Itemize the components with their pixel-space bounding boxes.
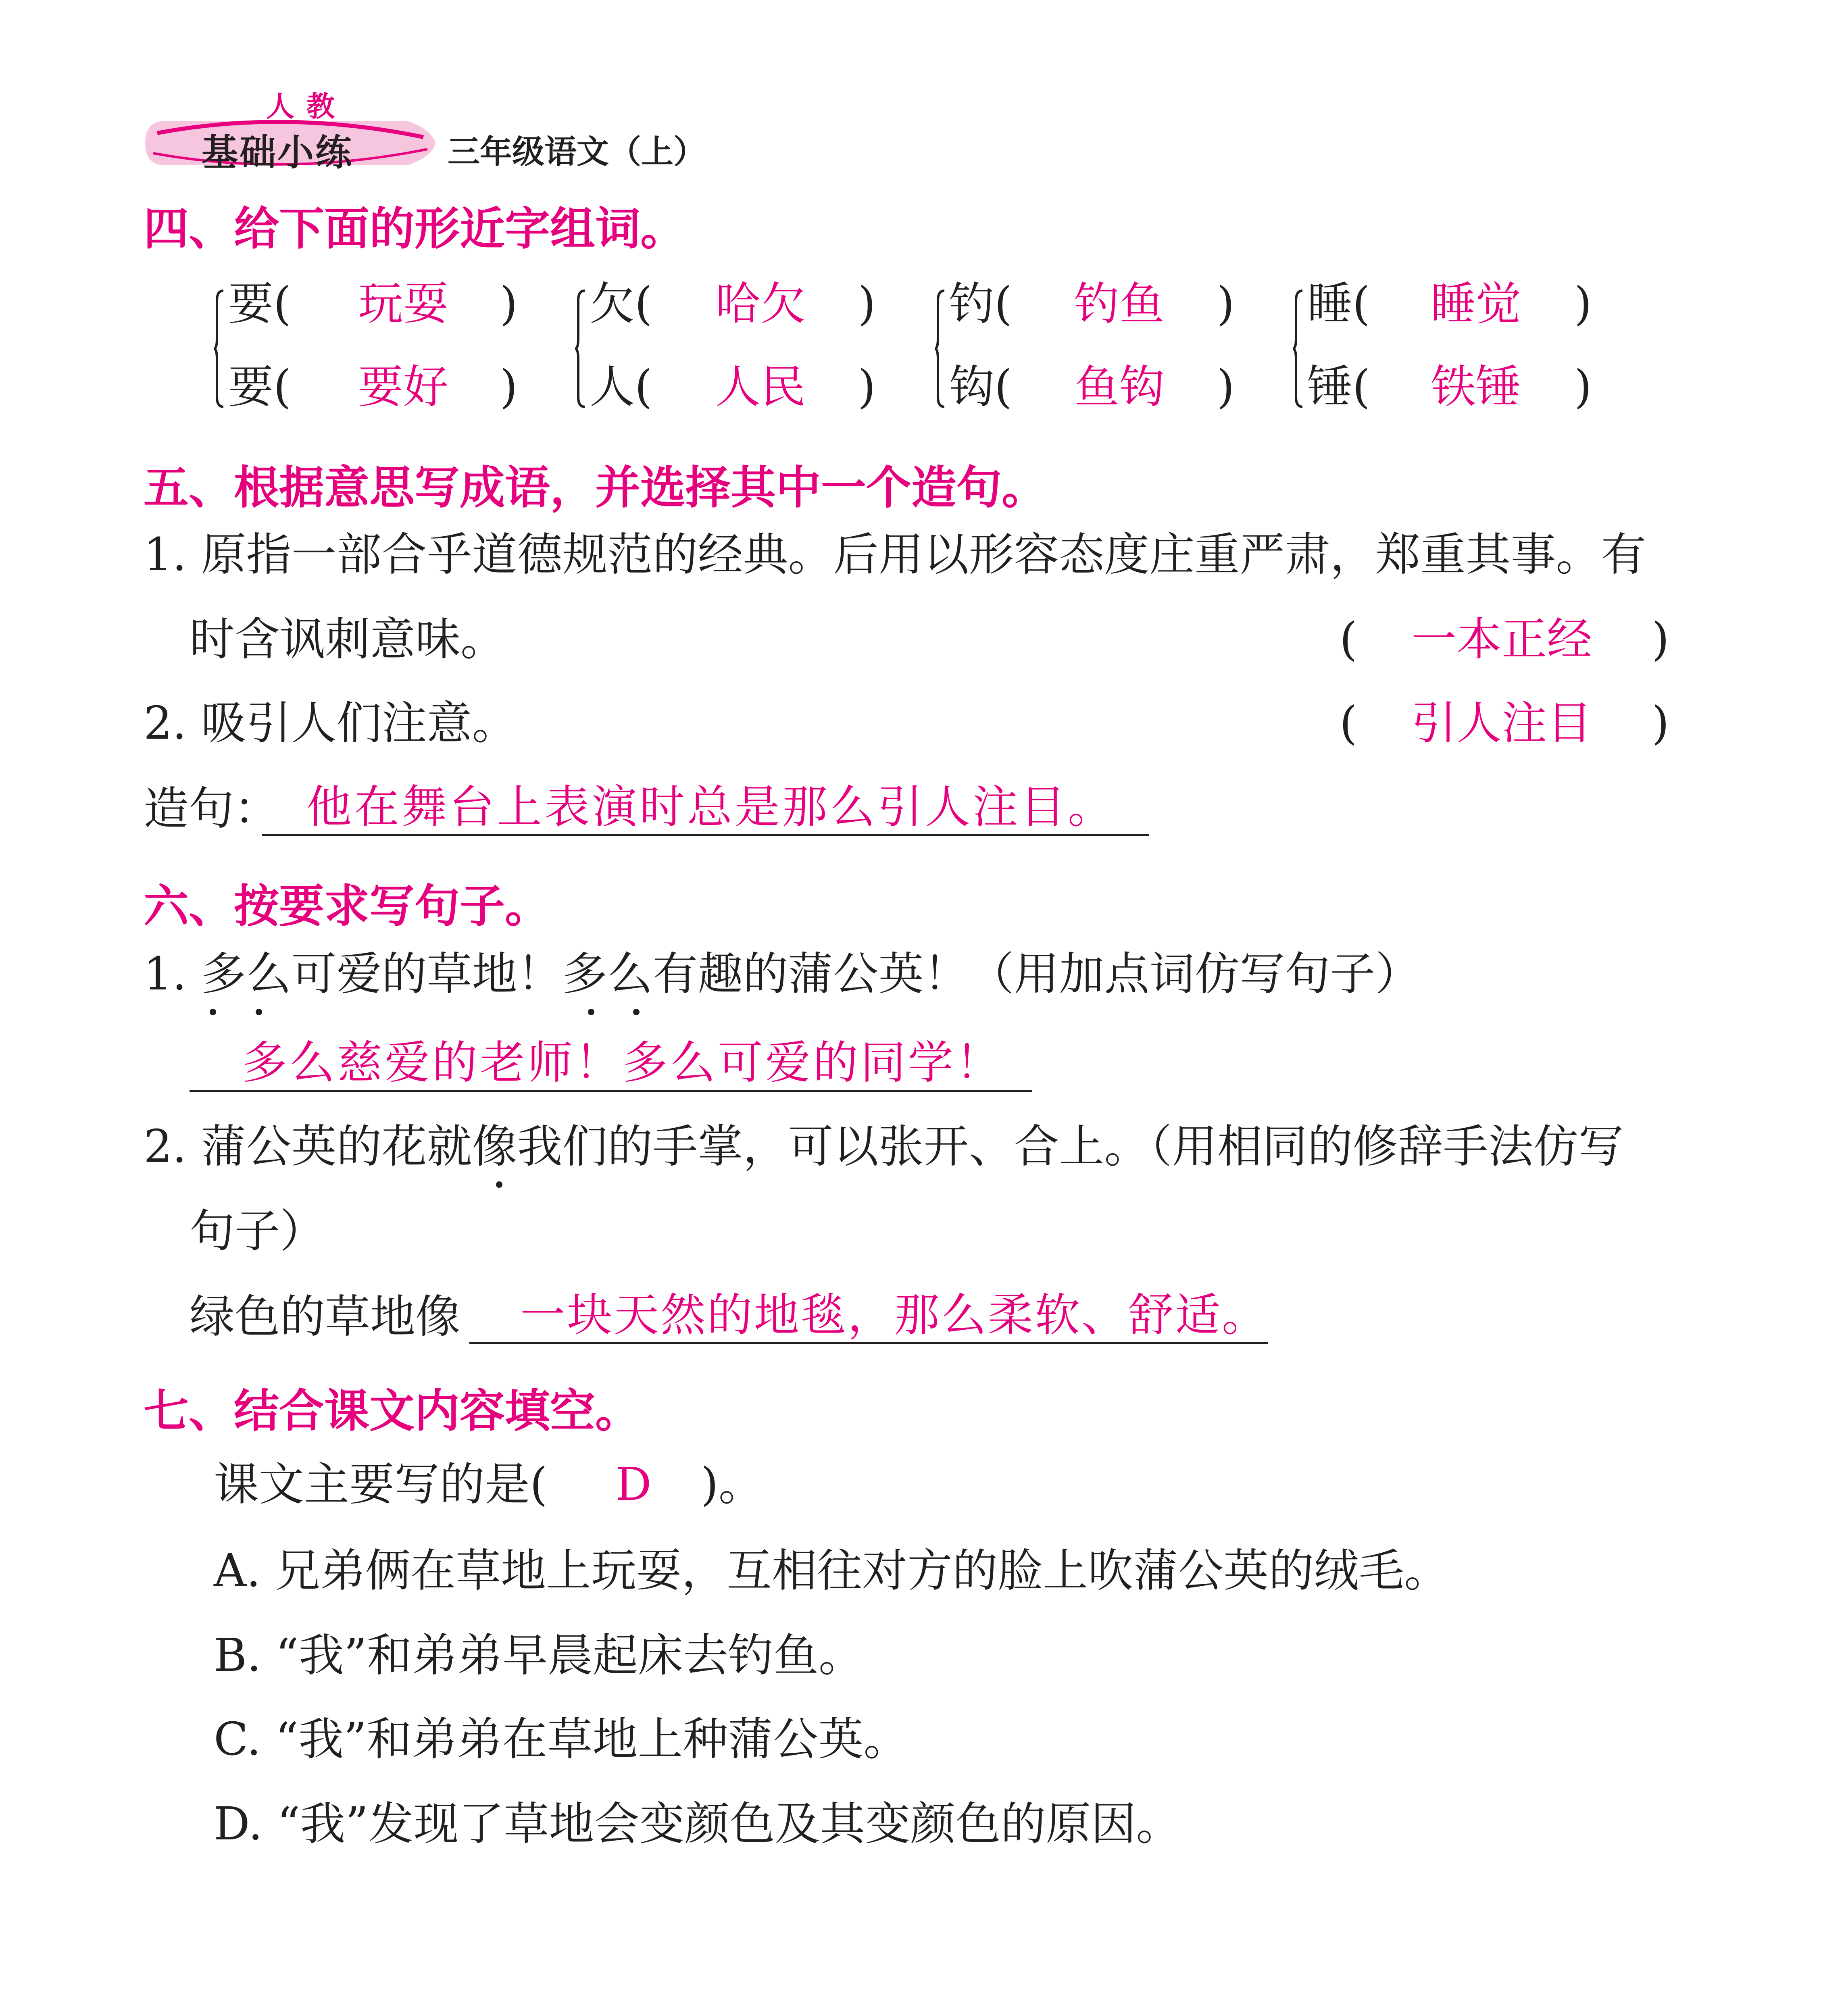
header-publisher: 人教 xyxy=(266,90,347,123)
paren-close: ) xyxy=(858,278,876,330)
section6-q2-prefix: 绿色的草地像 xyxy=(190,1291,460,1343)
paren-close: ) xyxy=(1217,278,1235,330)
answer-1a: 玩耍 xyxy=(358,278,448,330)
section6-q2-line1: 2. 蒲公英的花就像我们的手掌，可以张开、合上。（用相同的修辞手法仿写 xyxy=(144,1120,1624,1173)
answer-3a: 钓鱼 xyxy=(1074,278,1165,330)
option-a: A. 兄弟俩在草地上玩耍，互相往对方的脸上吹蒲公英的绒毛。 xyxy=(214,1545,1450,1597)
paren-close: ) xyxy=(1652,697,1669,750)
char-1a: 要( xyxy=(228,278,291,330)
brace-icon xyxy=(1292,288,1304,409)
paren-open: ( xyxy=(1340,613,1357,666)
section6-q1: 1. 多么可爱的草地！多么有趣的蒲公英！（用加点词仿写句子） xyxy=(144,948,1421,1000)
paren-close: ) xyxy=(1574,361,1592,413)
header-series: 基础小练 xyxy=(202,131,353,174)
sentence-answer: 他在舞台上表演时总是那么引人注目。 xyxy=(306,781,1115,833)
section5-q2: 2. 吸引人们注意。 xyxy=(144,697,517,750)
section5-q1-line2: 时含讽刺意味。 xyxy=(190,613,506,666)
section5-q1-line1: 1. 原指一部合乎道德规范的经典。后用以形容态度庄重严肃，郑重其事。有 xyxy=(144,529,1646,581)
emphasis-dot xyxy=(210,1009,216,1015)
section5-q2-answer: 引人注目 xyxy=(1411,697,1592,750)
brace-icon xyxy=(574,288,586,409)
answer-4a: 睡觉 xyxy=(1431,278,1521,330)
brace-icon xyxy=(213,288,225,409)
section6-q1-answer: 多么慈爱的老师！多么可爱的同学！ xyxy=(242,1037,1003,1089)
sentence-label: 造句： xyxy=(144,783,279,835)
section6-title: 六、按要求写句子。 xyxy=(144,880,550,933)
emphasis-dot xyxy=(588,1009,594,1015)
answer-2b: 人民 xyxy=(715,361,806,413)
paren-close: ) xyxy=(858,361,876,413)
char-3b: 钩( xyxy=(949,361,1012,413)
emphasis-dot xyxy=(256,1009,262,1015)
section4-title: 四、给下面的形近字组词。 xyxy=(144,203,685,255)
emphasis-dot xyxy=(633,1009,640,1015)
section7-answer: D xyxy=(615,1458,652,1511)
char-3a: 钓( xyxy=(949,278,1012,330)
section6-q2-line2: 句子） xyxy=(190,1205,325,1258)
paren-close: ) xyxy=(1574,278,1592,330)
answer-4b: 铁锤 xyxy=(1431,361,1521,413)
char-1b: 要( xyxy=(228,361,291,413)
section5-q1-answer: 一本正经 xyxy=(1411,613,1592,666)
answer-2a: 哈欠 xyxy=(715,278,806,330)
answer-underline xyxy=(262,834,1149,836)
header-subject: 三年级语文（上） xyxy=(448,133,706,171)
char-2a: 欠( xyxy=(590,278,652,330)
section7-question-post: )。 xyxy=(701,1458,764,1511)
brace-icon xyxy=(934,288,946,409)
answer-3b: 鱼钩 xyxy=(1074,361,1165,413)
paren-open: ( xyxy=(1340,697,1357,750)
paren-close: ) xyxy=(500,278,518,330)
option-b: B. “我”和弟弟早晨起床去钓鱼。 xyxy=(214,1629,864,1682)
emphasis-dot xyxy=(496,1181,502,1188)
char-4a: 睡( xyxy=(1307,278,1370,330)
char-2b: 人( xyxy=(590,361,652,413)
paren-close: ) xyxy=(500,361,518,413)
option-d: D. “我”发现了草地会变颜色及其变颜色的原因。 xyxy=(214,1798,1181,1850)
section5-title: 五、根据意思写成语，并选择其中一个造句。 xyxy=(144,462,1047,514)
answer-underline xyxy=(469,1342,1268,1344)
option-c: C. “我”和弟弟在草地上种蒲公英。 xyxy=(214,1713,909,1766)
paren-close: ) xyxy=(1217,361,1235,413)
answer-underline xyxy=(190,1090,1032,1092)
section7-question-pre: 课文主要写的是( xyxy=(214,1458,548,1511)
section6-q2-answer: 一块天然的地毯，那么柔软、舒适。 xyxy=(520,1289,1269,1341)
paren-close: ) xyxy=(1652,613,1669,666)
char-4b: 锤( xyxy=(1307,361,1370,413)
answer-1b: 要好 xyxy=(358,361,448,413)
section7-title: 七、结合课文内容填空。 xyxy=(144,1385,640,1437)
